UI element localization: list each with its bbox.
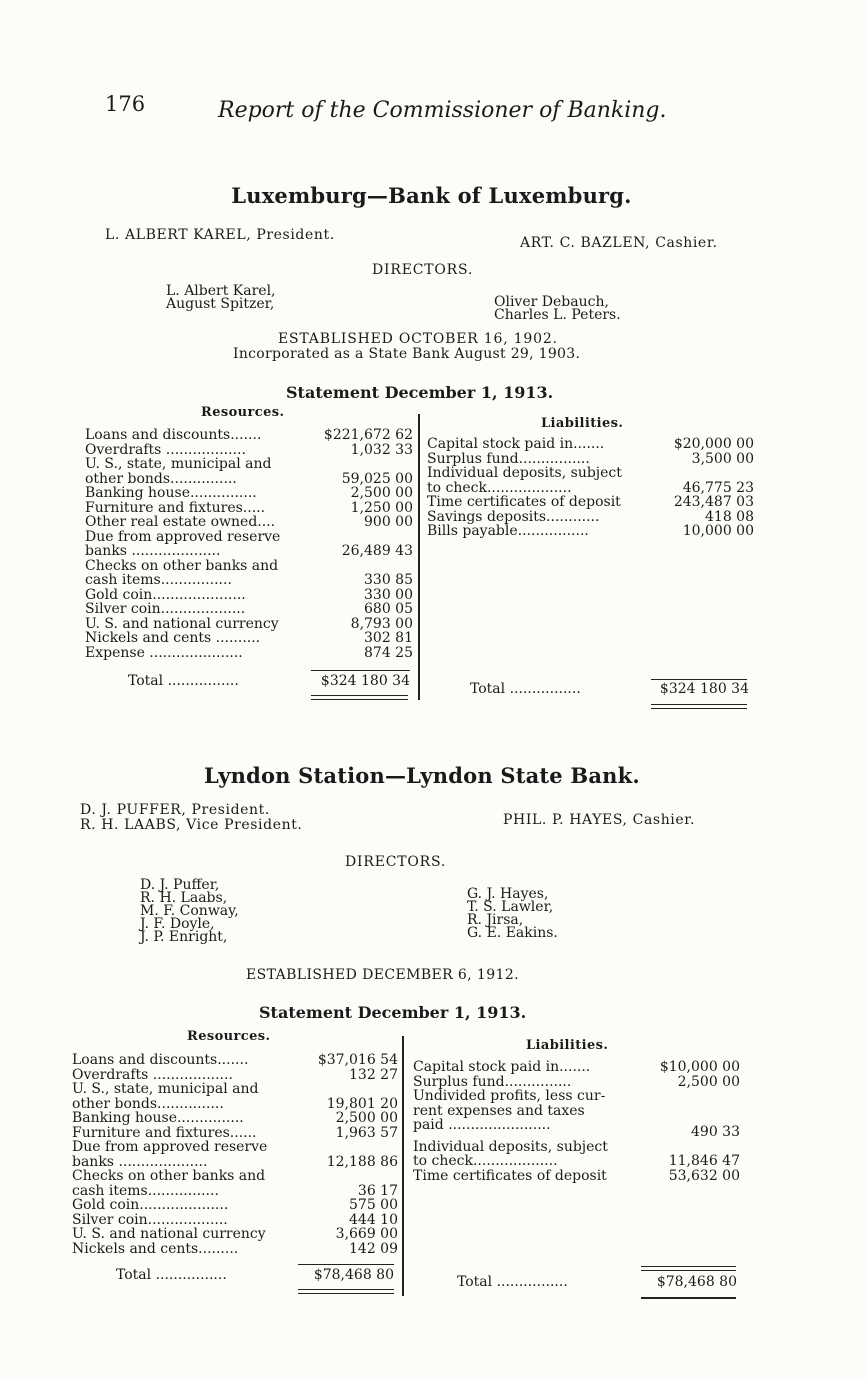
- liability-row: Undivided profits, less cur-: [413, 1088, 606, 1104]
- resource-row: Overdrafts .................. 1,032 33: [85, 441, 413, 458]
- resource-row: Due from approved reserve: [85, 528, 281, 545]
- director-name: D. J. Puffer,: [140, 877, 220, 893]
- officer-president: L. ALBERT KAREL, President.: [105, 227, 335, 243]
- incorporated-date: Incorporated as a State Bank August 29, 1903.: [233, 346, 581, 362]
- total-double-rule: [298, 1293, 394, 1294]
- resource-row: U. S., state, municipal and: [85, 456, 272, 472]
- resources-heading: Resources.: [187, 1029, 271, 1044]
- resource-row: Furniture and fixtures...... 1,963 57: [72, 1124, 398, 1141]
- running-title: Report of the Commissioner of Banking.: [218, 98, 667, 123]
- total-label: Total ................: [116, 1267, 227, 1283]
- liability-row: Individual deposits, subject: [413, 1138, 608, 1155]
- director-name: J. P. Enright,: [140, 929, 228, 945]
- resource-row: U. S. and national currency 3,669 00: [72, 1226, 398, 1242]
- liabilities-list: [413, 1060, 740, 1183]
- liability-row: to check................... 46,775 23: [427, 479, 754, 496]
- officer-vice-president: R. H. LAABS, Vice President.: [80, 817, 303, 833]
- resource-row: Nickels and cents......... 142 09: [72, 1240, 398, 1257]
- liability-row: Capital stock paid in....... $20,000 00: [427, 436, 754, 452]
- liability-row: Time certificates of deposit 53,632 00: [413, 1167, 740, 1184]
- liability-row: Individual deposits, subject: [427, 465, 622, 481]
- column-divider: [402, 1036, 404, 1296]
- resource-row: banks .................... 12,188 86: [72, 1153, 398, 1170]
- total-rule-top: [311, 670, 410, 671]
- resource-row: cash items................ 36 17: [72, 1182, 398, 1199]
- liability-row: to check................... 11,846 47: [413, 1153, 740, 1169]
- director-name: R. H. Laabs,: [140, 890, 228, 906]
- directors-left: [166, 285, 276, 311]
- total-row-resources: [116, 1268, 394, 1283]
- total-bottom-rule: [641, 1297, 736, 1299]
- page-number: 176: [105, 92, 146, 116]
- directors-right: [467, 888, 558, 940]
- directors-right: [494, 296, 621, 322]
- total-rule-top: [641, 1270, 736, 1271]
- statement-heading: Statement December 1, 1913.: [259, 1003, 527, 1022]
- total-double-rule: [651, 704, 747, 705]
- resource-row: Banking house............... 2,500 00: [72, 1110, 398, 1126]
- liability-row: Bills payable................ 10,000 00: [427, 523, 754, 539]
- bank-title: Lyndon Station—Lyndon State Bank.: [204, 763, 640, 788]
- total-double-rule: [311, 699, 408, 700]
- established-date: ESTABLISHED OCTOBER 16, 1902.: [278, 331, 558, 347]
- directors-left: [140, 879, 239, 944]
- liability-row: 490 33: [691, 1124, 740, 1140]
- liability-row: paid .......................: [413, 1117, 551, 1133]
- resource-row: Checks on other banks and: [85, 557, 279, 574]
- resource-row: Expense ..................... 874 25: [85, 644, 413, 661]
- resource-row: Checks on other banks and: [72, 1168, 266, 1184]
- liabilities-list: [427, 437, 754, 539]
- resource-row: other bonds............... 19,801 20: [72, 1095, 398, 1112]
- resource-row: U. S., state, municipal and: [72, 1081, 259, 1097]
- resource-row: Overdrafts .................. 132 27: [72, 1066, 398, 1083]
- total-label: Total ................: [470, 681, 581, 697]
- officer-president: D. J. PUFFER, President.: [80, 802, 270, 818]
- resource-row: U. S. and national currency 8,793 00: [85, 615, 413, 632]
- resource-row: cash items................ 330 85: [85, 572, 413, 588]
- resource-row: Loans and discounts....... $221,672 62: [85, 427, 413, 443]
- resources-list: [85, 428, 413, 660]
- director-name: G. J. Hayes,: [467, 886, 549, 902]
- resource-row: Furniture and fixtures..... 1,250 00: [85, 499, 413, 516]
- total-row-liabilities: [457, 1275, 737, 1290]
- director-name: R. Jirsa,: [467, 912, 524, 928]
- officer-cashier: ART. C. BAZLEN, Cashier.: [520, 235, 718, 251]
- resource-row: Loans and discounts....... $37,016 54: [72, 1052, 398, 1068]
- director-name: Charles L. Peters.: [494, 307, 621, 323]
- director-name: L. Albert Karel,: [166, 283, 276, 299]
- liability-row: Savings deposits............ 418 08: [427, 508, 754, 525]
- total-rule-top: [641, 1266, 736, 1267]
- director-name: T. S. Lawler,: [467, 899, 554, 915]
- total-row-liabilities: [470, 682, 749, 697]
- bank-title: [0, 183, 867, 208]
- resources-heading: Resources.: [201, 405, 285, 420]
- resource-row: Gold coin.................... 575 00: [72, 1197, 398, 1213]
- liability-row: rent expenses and taxes: [413, 1102, 585, 1119]
- liabilities-heading: Liabilities.: [541, 416, 624, 431]
- director-name: G. E. Eakins.: [467, 925, 558, 941]
- liability-row: Surplus fund................ 3,500 00: [427, 450, 754, 467]
- director-name: M. F. Conway,: [140, 903, 239, 919]
- total-double-rule: [651, 708, 747, 709]
- directors-heading: DIRECTORS.: [372, 262, 474, 278]
- liabilities-heading: Liabilities.: [526, 1038, 609, 1053]
- resource-row: Due from approved reserve: [72, 1139, 268, 1155]
- directors-heading: DIRECTORS.: [345, 854, 447, 870]
- director-name: J. F. Doyle,: [140, 916, 215, 932]
- total-rule-top: [651, 679, 747, 680]
- total-rule-top: [298, 1264, 394, 1265]
- resource-row: Silver coin................... 680 05: [85, 601, 413, 617]
- total-amount: $324 180 34: [659, 681, 749, 697]
- resource-row: Other real estate owned.... 900 00: [85, 514, 413, 530]
- director-name: Oliver Debauch,: [494, 294, 609, 310]
- resource-row: Gold coin..................... 330 00: [85, 586, 413, 603]
- director-name: August Spitzer,: [166, 296, 275, 312]
- total-label: Total ................: [457, 1274, 568, 1290]
- resource-row: Banking house............... 2,500 00: [85, 485, 413, 501]
- total-amount: $78,468 80: [313, 1267, 394, 1283]
- established-date: ESTABLISHED DECEMBER 6, 1912.: [246, 967, 519, 983]
- officers-left: [80, 803, 302, 833]
- resources-list: [72, 1053, 398, 1256]
- officer-cashier: PHIL. P. HAYES, Cashier.: [503, 812, 696, 828]
- resource-row: Nickels and cents .......... 302 81: [85, 630, 413, 646]
- liability-row: Capital stock paid in....... $10,000 00: [413, 1059, 740, 1075]
- total-double-rule: [298, 1289, 394, 1290]
- liability-row: Time certificates of deposit 243,487 03: [427, 494, 754, 510]
- total-row-resources: [128, 674, 410, 689]
- resource-row: Silver coin.................. 444 10: [72, 1211, 398, 1228]
- resource-row: banks .................... 26,489 43: [85, 543, 413, 559]
- total-amount: $324 180 34: [320, 673, 410, 689]
- total-double-rule: [311, 695, 408, 696]
- total-amount: $78,468 80: [656, 1274, 737, 1290]
- total-label: Total ................: [128, 673, 239, 689]
- liability-row: Surplus fund............... 2,500 00: [413, 1073, 740, 1090]
- resource-row: other bonds............... 59,025 00: [85, 470, 413, 487]
- column-divider: [418, 414, 420, 700]
- statement-heading: Statement December 1, 1913.: [286, 383, 554, 402]
- bank-title-text: Luxemburg—Bank of Luxemburg.: [231, 183, 632, 208]
